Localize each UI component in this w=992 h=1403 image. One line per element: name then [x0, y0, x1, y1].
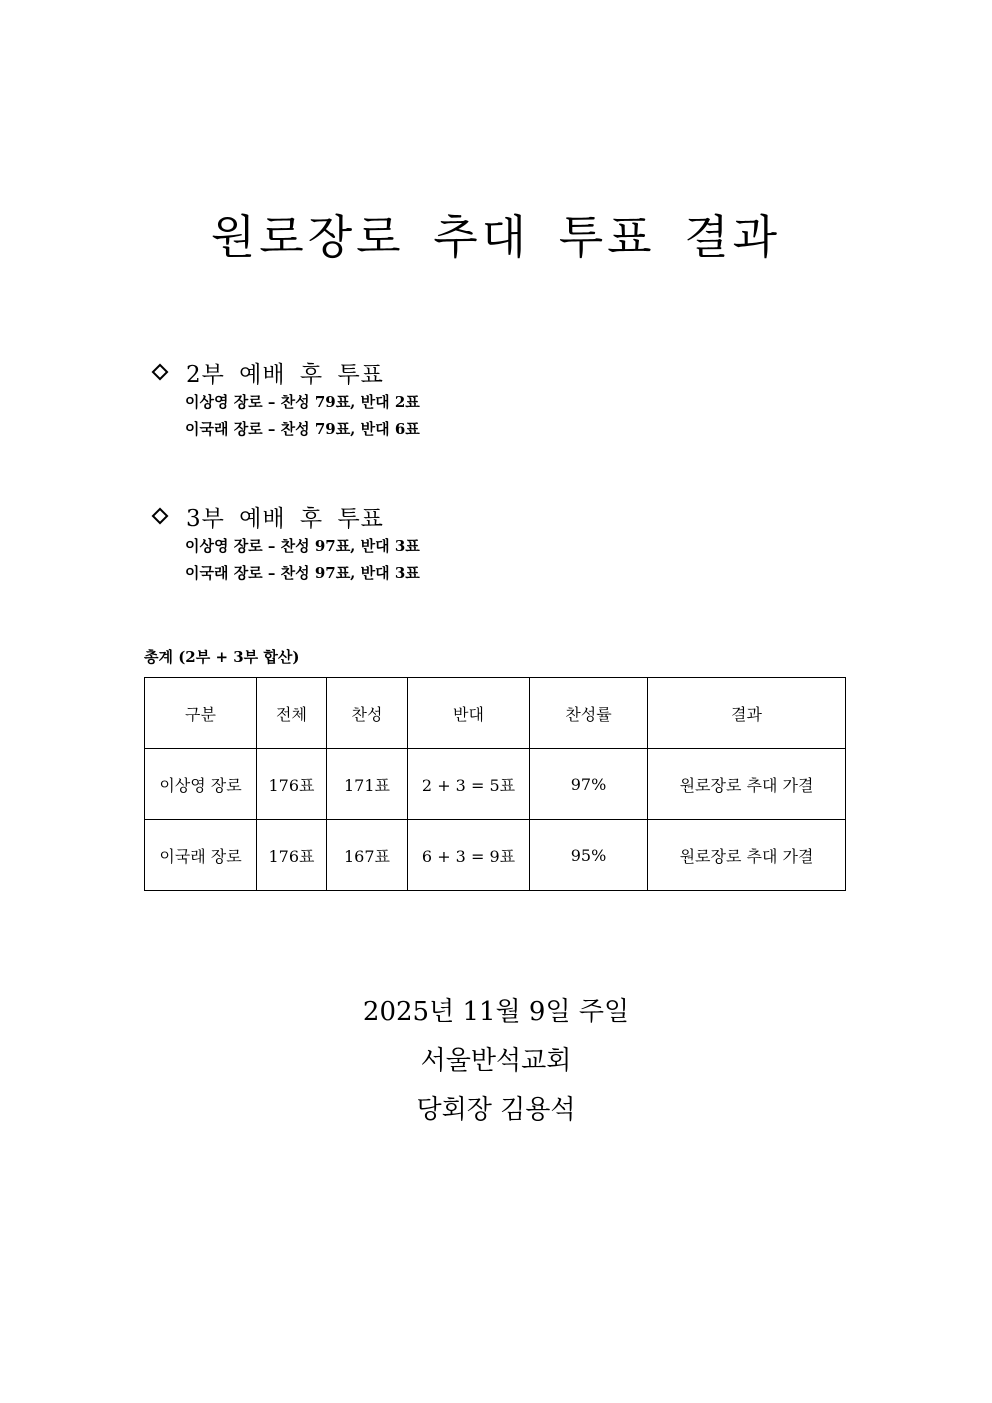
page-title: 원로장로 추대 투표 결과 — [210, 210, 782, 264]
results-table — [144, 677, 846, 891]
footer-church: 서울반석교회 — [420, 1046, 572, 1076]
header-oppose: 반대 — [408, 678, 530, 749]
cell-oppose: 2 + 3 = 5표 — [408, 749, 530, 820]
cell-total: 176표 — [257, 820, 327, 891]
header-approve: 찬성 — [327, 678, 408, 749]
cell-approval-rate: 97% — [530, 749, 648, 820]
section-heading — [150, 355, 420, 389]
vote-line: 이국래 장로 – 찬성 97표, 반대 3표 — [185, 564, 420, 582]
section-title: 3부 예배 후 투표 — [186, 505, 384, 532]
footer-date: 2025년 11월 9일 주일 — [362, 997, 630, 1027]
vote-line: 이상영 장로 – 찬성 97표, 반대 3표 — [185, 537, 420, 555]
cell-approval-rate: 95% — [530, 820, 648, 891]
cell-oppose: 6 + 3 = 9표 — [408, 820, 530, 891]
cell-name: 이상영 장로 — [145, 749, 257, 820]
cell-name: 이국래 장로 — [145, 820, 257, 891]
table-row — [145, 820, 846, 891]
cell-approve: 167표 — [327, 820, 408, 891]
cell-approve: 171표 — [327, 749, 408, 820]
section-2nd-service — [150, 355, 420, 443]
vote-line: 이국래 장로 – 찬성 79표, 반대 6표 — [185, 420, 420, 438]
footer-signer: 당회장 김용석 — [416, 1095, 576, 1125]
table-row — [145, 749, 846, 820]
cell-result: 원로장로 추대 가결 — [648, 749, 846, 820]
header-category: 구분 — [145, 678, 257, 749]
header-approval-rate: 찬성률 — [530, 678, 648, 749]
diamond-bullet-icon — [152, 364, 169, 381]
section-title: 2부 예배 후 투표 — [186, 361, 384, 388]
vote-line: 이상영 장로 – 찬성 79표, 반대 2표 — [185, 393, 420, 411]
header-total: 전체 — [257, 678, 327, 749]
diamond-bullet-icon — [152, 508, 169, 525]
cell-total: 176표 — [257, 749, 327, 820]
section-heading — [150, 499, 420, 533]
table-caption: 총계 (2부 + 3부 합산) — [144, 648, 300, 666]
section-3rd-service — [150, 499, 420, 587]
table-header-row — [145, 678, 846, 749]
cell-result: 원로장로 추대 가결 — [648, 820, 846, 891]
header-result: 결과 — [648, 678, 846, 749]
